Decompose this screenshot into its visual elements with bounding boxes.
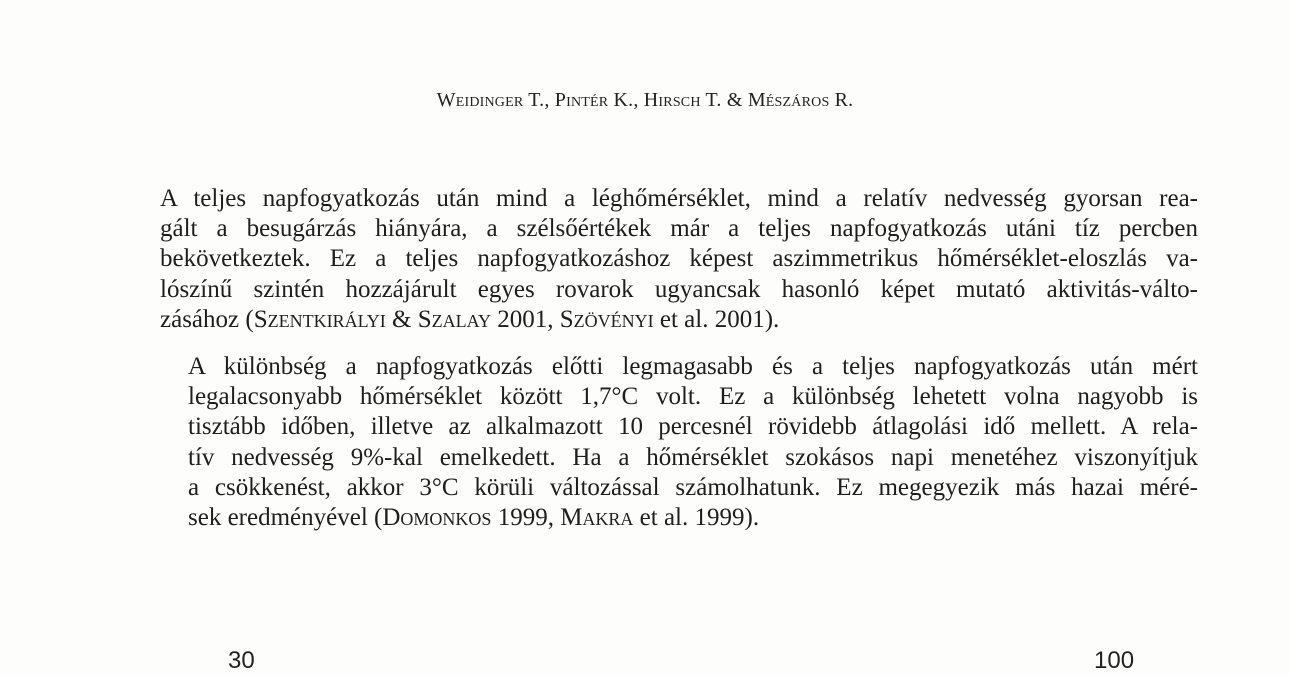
text-line: a csökkenést, akkor 3°C körüli változással számolhatunk. Ez megegyezik más hazai méré- — [188, 473, 1198, 501]
text-line: A teljes napfogyatkozás után mind a léghőmérséklet, mind a relatív nedvesség gyorsan rea- — [160, 185, 1198, 212]
text-line — [160, 503, 1198, 533]
citation-author: Szalay — [417, 305, 491, 333]
author-separator: , — [544, 89, 555, 111]
citation-author: Domonkos — [382, 504, 492, 532]
text-segment: sek eredményével ( — [188, 504, 383, 532]
citation-author: Szövényi — [559, 305, 654, 333]
paragraph-2 — [160, 352, 1198, 533]
text-segment: 2001, — [490, 305, 560, 333]
text-line: tív nedvesség 9%-kal emelkedett. Ha a hőmérséklet szokásos napi menetéhez viszonyítjuk — [188, 443, 1198, 471]
author-separator: & — [721, 89, 748, 111]
author-name: Pintér K. — [554, 89, 634, 111]
text-segment: & — [385, 305, 418, 333]
text-line — [160, 305, 1198, 335]
author-name: Weidinger T. — [436, 89, 545, 111]
citation-author: Szentkirályi — [253, 305, 386, 333]
author-name: Mészáros R. — [747, 89, 854, 111]
citation-author: Makra — [560, 504, 634, 532]
figure-left-axis-tick: 30 — [228, 647, 255, 674]
text-segment: zásához ( — [160, 305, 254, 333]
text-line: bekövetkeztek. Ez a teljes napfogyatkozáshoz képest aszimmetrikus hőmérséklet-eloszlás va- — [160, 245, 1198, 273]
text-line: A különbség a napfogyatkozás előtti legmagasabb és a teljes napfogyatkozás után mért — [188, 353, 1198, 380]
running-header — [0, 89, 1290, 112]
figure-right-axis-tick: 100 — [1094, 647, 1135, 674]
author-separator: , — [633, 89, 644, 111]
text-segment: et al. 1999). — [633, 504, 760, 532]
text-line: legalacsonyabb hőmérséklet között 1,7°C volt. Ez a különbség lehetett volna nagyobb is — [188, 383, 1198, 411]
paragraph-1 — [160, 184, 1198, 335]
author-name: Hirsch T. — [643, 89, 722, 111]
text-line: lószínű szintén hozzájárult egyes rovarok ugyancsak hasonló képet mutató aktivitás-válto- — [160, 275, 1198, 303]
text-line: tisztább időben, illetve az alkalmazott 10 percesnél rövidebb átlagolási idő mellett. A rela- — [188, 413, 1198, 441]
text-segment: et al. 2001). — [653, 305, 780, 333]
text-segment: 1999, — [491, 504, 561, 532]
text-line: gált a besugárzás hiányára, a szélsőértékek már a teljes napfogyatkozás utáni tíz percben — [160, 215, 1198, 243]
